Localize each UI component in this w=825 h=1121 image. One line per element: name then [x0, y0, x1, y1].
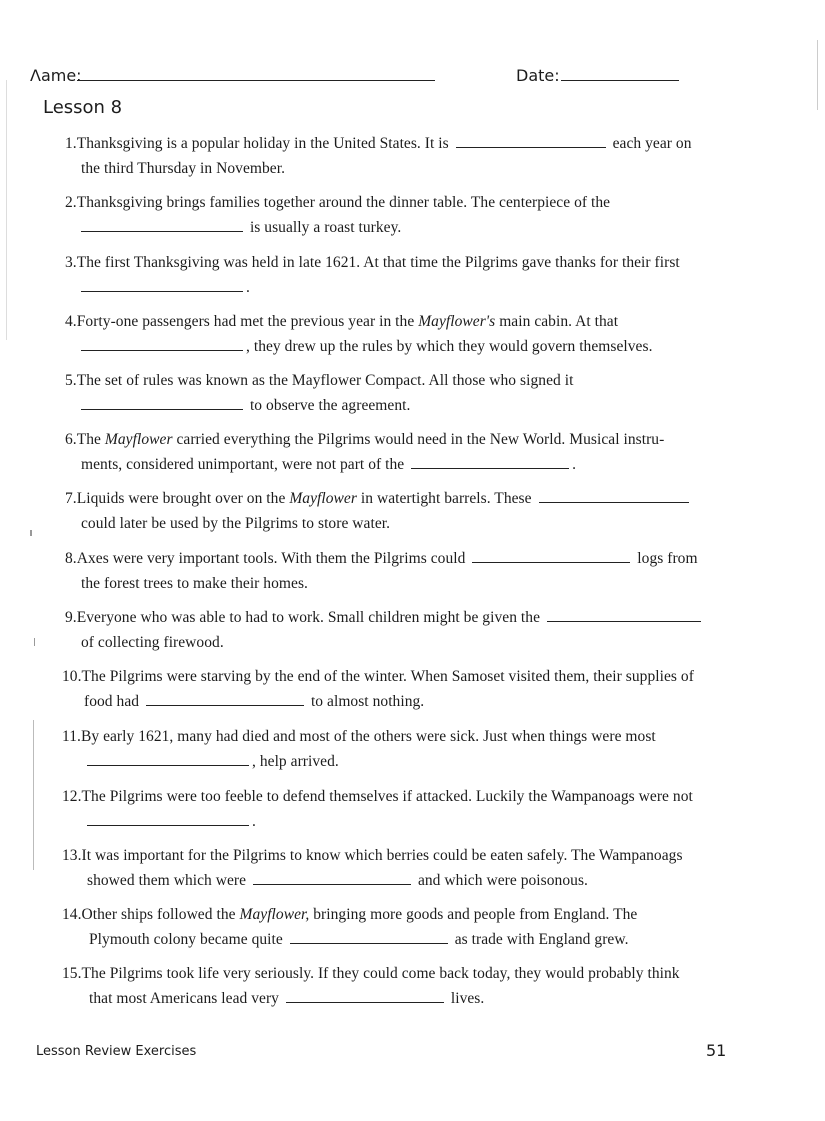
answer-blank[interactable]	[81, 279, 243, 292]
ship-name-italic: Mayflower's	[418, 313, 496, 330]
question-text: the forest trees to make their homes.	[81, 575, 308, 592]
question-text: Everyone who was able to had to work. Small children might be given the	[76, 609, 541, 626]
question-text: to almost nothing.	[310, 693, 425, 710]
question-text: bringing more goods and people from England. The	[313, 906, 638, 923]
ship-name-italic: Mayflower,	[239, 906, 310, 923]
question-text: The	[76, 431, 101, 448]
answer-blank[interactable]	[81, 397, 243, 410]
question-number: 12.	[62, 788, 82, 805]
question-text: could later be used by the Pilgrims to store water.	[81, 515, 391, 532]
question-text: logs from	[637, 550, 698, 567]
question-number: 7.	[65, 490, 77, 507]
ship-name-italic: Mayflower	[104, 431, 173, 448]
question-11	[62, 724, 656, 774]
answer-blank[interactable]	[286, 990, 444, 1003]
scan-margin-mark	[817, 40, 818, 110]
question-text: Other ships followed the	[81, 906, 236, 923]
question-text: Liquids were brought over on the	[76, 490, 286, 507]
question-text: is usually a roast turkey.	[249, 219, 402, 236]
question-text: .	[252, 813, 256, 830]
page-number: 51	[706, 1041, 727, 1060]
question-7	[65, 486, 692, 536]
question-text: It was important for the Pilgrims to know which berries could be eaten safely. The Wampanoags	[81, 847, 683, 864]
question-text: Thanksgiving is a popular holiday in the United States. It is	[76, 135, 449, 152]
question-number: 13.	[62, 847, 82, 864]
question-text: , they drew up the rules by which they would govern themselves.	[246, 338, 653, 355]
answer-blank[interactable]	[87, 753, 249, 766]
question-5	[65, 368, 573, 418]
scan-margin-mark	[30, 530, 32, 536]
question-3	[65, 250, 680, 300]
question-15	[62, 961, 680, 1011]
question-text: of collecting firewood.	[81, 634, 224, 651]
ship-name-italic: Mayflower	[289, 490, 357, 507]
question-number: 6.	[65, 431, 77, 448]
question-number: 9.	[65, 609, 77, 626]
date-label: Date:	[516, 66, 560, 85]
question-10	[62, 664, 694, 714]
question-12	[62, 784, 693, 834]
scan-margin-mark	[34, 638, 35, 646]
question-text: Thanksgiving brings families together around the dinner table. The centerpiece of the	[76, 194, 611, 211]
question-6	[65, 427, 664, 477]
question-number: 14.	[62, 906, 82, 923]
question-text: The Pilgrims were too feeble to defend themselves if attacked. Luckily the Wampanoags were not	[81, 788, 693, 805]
question-text: that most Americans lead very	[89, 990, 279, 1007]
question-number: 11.	[62, 728, 81, 745]
date-blank-line[interactable]	[561, 80, 679, 81]
answer-blank[interactable]	[87, 813, 249, 826]
answer-blank[interactable]	[253, 872, 411, 885]
question-text: to observe the agreement.	[249, 397, 411, 414]
answer-blank[interactable]	[539, 490, 689, 503]
question-text: , help arrived.	[252, 753, 339, 770]
answer-blank[interactable]	[472, 550, 630, 563]
question-text: The Pilgrims took life very seriously. If they could come back today, they would probably think	[81, 965, 680, 982]
question-1	[65, 131, 692, 181]
question-number: 10.	[62, 668, 82, 685]
question-13	[62, 843, 683, 893]
question-text: each year on	[612, 135, 692, 152]
question-number: 8.	[65, 550, 77, 567]
question-text: By early 1621, many had died and most of the others were sick. Just when things were most	[80, 728, 656, 745]
answer-blank[interactable]	[547, 609, 701, 622]
answer-blank[interactable]	[81, 219, 243, 232]
footer-section-title: Lesson Review Exercises	[36, 1044, 197, 1059]
question-text: .	[246, 279, 250, 296]
question-text: lives.	[450, 990, 485, 1007]
answer-blank[interactable]	[456, 135, 606, 148]
question-number: 4.	[65, 313, 77, 330]
question-text: showed them which were	[87, 872, 247, 889]
question-text: food had	[84, 693, 140, 710]
question-number: 1.	[65, 135, 77, 152]
question-text: and which were poisonous.	[417, 872, 588, 889]
name-label: Ʌame:	[30, 66, 82, 85]
answer-blank[interactable]	[81, 338, 243, 351]
question-text: Plymouth colony became quite	[89, 931, 283, 948]
question-text: the third Thursday in November.	[81, 160, 286, 177]
answer-blank[interactable]	[411, 456, 569, 469]
question-text: The first Thanksgiving was held in late 1621. At that time the Pilgrims gave thanks for their first	[76, 254, 680, 271]
question-text: The set of rules was known as the Mayflower Compact. All those who signed it	[76, 372, 574, 389]
answer-blank[interactable]	[146, 693, 304, 706]
question-4	[65, 309, 653, 359]
name-blank-line[interactable]	[77, 80, 435, 81]
question-2	[65, 190, 610, 240]
question-number: 3.	[65, 254, 77, 271]
question-14	[62, 902, 637, 952]
answer-blank[interactable]	[290, 931, 448, 944]
question-text: in watertight barrels. These	[360, 490, 532, 507]
question-8	[65, 546, 698, 596]
question-number: 15.	[62, 965, 82, 982]
lesson-title: Lesson 8	[43, 97, 123, 118]
question-text: main cabin. At that	[499, 313, 619, 330]
scan-margin-mark	[33, 720, 34, 870]
question-text: Forty-one passengers had met the previous year in the	[76, 313, 415, 330]
question-number: 2.	[65, 194, 77, 211]
scan-margin-mark	[6, 80, 7, 340]
question-text: The Pilgrims were starving by the end of the winter. When Samoset visited them, their supplies of	[81, 668, 694, 685]
question-text: .	[572, 456, 577, 473]
question-number: 5.	[65, 372, 77, 389]
question-9	[65, 605, 704, 655]
question-text: as trade with England grew.	[454, 931, 629, 948]
question-text: Axes were very important tools. With them the Pilgrims could	[76, 550, 466, 567]
question-text: carried everything the Pilgrims would need in the New World. Musical instru-	[176, 431, 665, 448]
question-text: ments, considered unimportant, were not part of the	[81, 456, 405, 473]
